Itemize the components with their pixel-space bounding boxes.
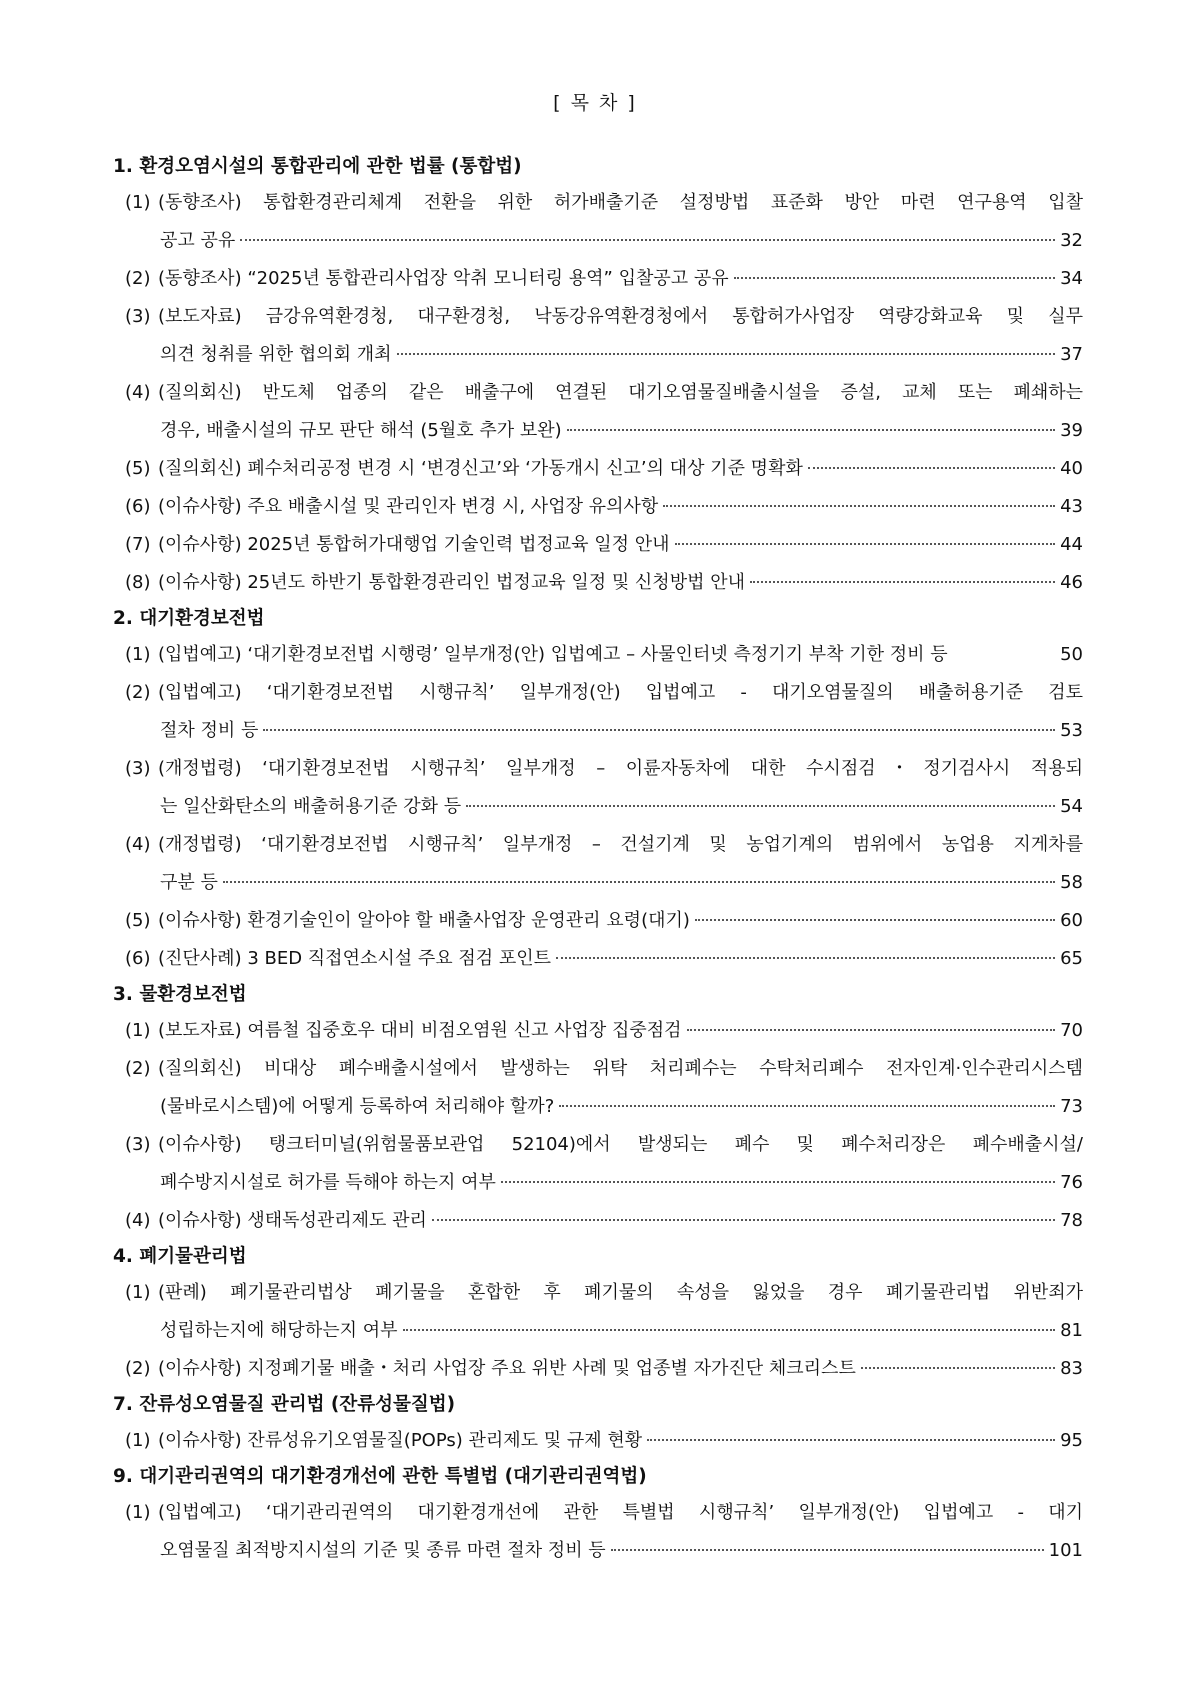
toc-entry[interactable] [113, 184, 1083, 260]
toc-entry[interactable] [113, 826, 1083, 902]
section-heading: 2. 대기환경보전법 [113, 608, 265, 629]
entry-content [158, 450, 1083, 488]
entry-title-text: (보도자료) 여름철 집중호우 대비 비점오염원 신고 사업장 집중점검 [158, 1020, 682, 1041]
entry-title-text: 는 일산화탄소의 배출허용기준 강화 등 [160, 796, 462, 817]
entry-leader-line [158, 902, 1083, 940]
entry-content [158, 1422, 1083, 1460]
entry-leader-line [158, 526, 1083, 564]
entry-content [158, 826, 1083, 902]
entry-title-text: (이슈사항) 25년도 하반기 통합환경관리인 법정교육 일정 및 신청방법 안내 [158, 572, 745, 593]
dot-leader [432, 1219, 1055, 1221]
dot-leader [687, 1029, 1056, 1031]
toc-entry[interactable] [113, 902, 1083, 940]
dot-leader [750, 581, 1055, 583]
entry-leader-line [158, 222, 1083, 260]
dot-leader [567, 429, 1055, 431]
entry-leader-line [158, 1422, 1083, 1460]
page-number: 70 [1060, 1020, 1083, 1041]
page-number: 60 [1060, 910, 1083, 931]
entry-leader-line [158, 788, 1083, 826]
entry-number: (3) [125, 1134, 151, 1155]
entry-content [158, 636, 1083, 674]
entry-number: (8) [125, 572, 151, 593]
entry-title-text: 성립하는지에 해당하는지 여부 [160, 1320, 398, 1341]
entry-leader-line [158, 636, 1083, 674]
toc-section [113, 978, 1083, 1240]
entry-content [158, 1012, 1083, 1050]
entry-number: (1) [125, 1020, 151, 1041]
toc-entry[interactable] [113, 526, 1083, 564]
entry-title-line: (보도자료) 금강유역환경청, 대구환경청, 낙동강유역환경청에서 통합허가사업장 역량강화교육 및 실무 [158, 306, 1083, 327]
dot-leader [501, 1181, 1055, 1183]
page-number: 39 [1060, 420, 1083, 441]
entry-title-text: (진단사례) 3 BED 직접연소시설 주요 점검 포인트 [158, 948, 552, 969]
entry-leader-line [158, 940, 1083, 978]
section-heading: 9. 대기관리권역의 대기환경개선에 관한 특별법 (대기관리권역법) [113, 1466, 647, 1487]
entry-content [158, 1274, 1083, 1350]
toc-section [113, 150, 1083, 602]
entry-content [158, 940, 1083, 978]
entry-number: (5) [125, 910, 151, 931]
entry-title-text: 오염물질 최적방지시설의 기준 및 종류 마련 절차 정비 등 [160, 1540, 606, 1561]
entry-content [158, 1050, 1083, 1126]
section-heading: 7. 잔류성오염물질 관리법 (잔류성물질법) [113, 1394, 456, 1415]
entry-content [158, 184, 1083, 260]
entry-title-line: (개정법령) ‘대기환경보전법 시행규칙’ 일부개정 – 이륜자동차에 대한 수시점검・정기검사시 적용되 [158, 758, 1083, 779]
entry-title-text: 폐수방지시설로 허가를 득해야 하는지 여부 [160, 1172, 496, 1193]
entry-leader-line [158, 336, 1083, 374]
entry-leader-line [158, 488, 1083, 526]
dot-leader [397, 353, 1056, 355]
entry-title-text: 절차 정비 등 [160, 720, 259, 741]
entry-number: (1) [125, 1502, 151, 1523]
entry-content [158, 260, 1083, 298]
dot-leader [240, 239, 1055, 241]
entry-title-line: (입법예고) ‘대기관리권역의 대기환경개선에 관한 특별법 시행규칙’ 일부개정(안) 입법예고 - 대기 [158, 1502, 1083, 1523]
entry-leader-line [158, 1164, 1083, 1202]
entry-title-line: (질의회신) 반도체 업종의 같은 배출구에 연결된 대기오염물질배출시설을 증설, 교체 또는 폐쇄하는 [158, 382, 1083, 403]
entry-content [158, 374, 1083, 450]
entry-number: (4) [125, 1210, 151, 1231]
entry-leader-line [158, 1312, 1083, 1350]
entry-leader-line [158, 260, 1083, 298]
entry-number: (4) [125, 382, 151, 403]
page-number: 101 [1048, 1540, 1083, 1561]
page-number: 65 [1060, 948, 1083, 969]
entry-number: (2) [125, 268, 151, 289]
entry-leader-line [158, 450, 1083, 488]
section-heading: 3. 물환경보전법 [113, 984, 247, 1005]
page-number: 73 [1060, 1096, 1083, 1117]
entry-content [158, 674, 1083, 750]
entry-number: (6) [125, 948, 151, 969]
toc-entry[interactable] [113, 1202, 1083, 1240]
toc-section [113, 602, 1083, 978]
page-number: 32 [1060, 230, 1083, 251]
page-number: 78 [1060, 1210, 1083, 1231]
entry-title-text: (입법예고) ‘대기환경보전법 시행령’ 일부개정(안) 입법예고 – 사물인터넷 측정기기 부착 기한 정비 등 [158, 644, 948, 665]
toc-entry[interactable] [113, 1274, 1083, 1350]
entry-title-line: (질의회신) 비대상 폐수배출시설에서 발생하는 위탁 처리폐수는 수탁처리폐수 전자인계·인수관리시스템 [158, 1058, 1083, 1079]
toc-section [113, 1460, 1083, 1570]
entry-leader-line [158, 412, 1083, 450]
entry-content [158, 564, 1083, 602]
entry-leader-line [158, 1088, 1083, 1126]
toc-section [113, 1240, 1083, 1388]
entry-content [158, 1126, 1083, 1202]
section-heading: 1. 환경오염시설의 통합관리에 관한 법률 (통합법) [113, 156, 522, 177]
toc-entry[interactable] [113, 488, 1083, 526]
toc-entry[interactable] [113, 674, 1083, 750]
page-number: 44 [1060, 534, 1083, 555]
toc-entry[interactable] [113, 564, 1083, 602]
page-number: 40 [1060, 458, 1083, 479]
entry-number: (6) [125, 496, 151, 517]
page-number: 43 [1060, 496, 1083, 517]
entry-leader-line [158, 1012, 1083, 1050]
entry-number: (7) [125, 534, 151, 555]
dot-leader [466, 805, 1055, 807]
toc-entry[interactable] [113, 1494, 1083, 1570]
entry-title-text: (질의회신) 폐수처리공정 변경 시 ‘변경신고’와 ‘가동개시 신고’의 대상 기준 명확화 [158, 458, 803, 479]
entry-content [158, 298, 1083, 374]
entry-content [158, 1350, 1083, 1388]
entry-leader-line [158, 1202, 1083, 1240]
entry-title-text: (이슈사항) 잔류성유기오염물질(POPs) 관리제도 및 규제 현황 [158, 1430, 643, 1451]
entry-number: (1) [125, 644, 151, 665]
page-number: 81 [1060, 1320, 1083, 1341]
page-number: 83 [1060, 1358, 1083, 1379]
entry-leader-line [158, 1350, 1083, 1388]
entry-number: (1) [125, 1430, 151, 1451]
entry-title-line: (동향조사) 통합환경관리체계 전환을 위한 허가배출기준 설정방법 표준화 방안 마련 연구용역 입찰 [158, 192, 1083, 213]
toc-entry[interactable] [113, 940, 1083, 978]
entry-number: (1) [125, 192, 151, 213]
page-number: 95 [1060, 1430, 1083, 1451]
entry-number: (2) [125, 1358, 151, 1379]
dot-leader [675, 543, 1056, 545]
dot-leader [559, 1105, 1055, 1107]
entry-number: (3) [125, 306, 151, 327]
entry-content [158, 1202, 1083, 1240]
dot-leader [611, 1549, 1044, 1551]
toc-section [113, 1388, 1083, 1460]
page-number: 50 [1060, 644, 1083, 665]
dot-leader [403, 1329, 1056, 1331]
toc-entry[interactable] [113, 1422, 1083, 1460]
entry-leader-line [158, 712, 1083, 750]
entry-number: (5) [125, 458, 151, 479]
entry-number: (4) [125, 834, 151, 855]
page-number: 53 [1060, 720, 1083, 741]
dot-leader [556, 957, 1055, 959]
toc-entry[interactable] [113, 636, 1083, 674]
dot-leader [223, 881, 1055, 883]
entry-leader-line [158, 564, 1083, 602]
entry-content [158, 526, 1083, 564]
page-number: 37 [1060, 344, 1083, 365]
dot-leader [861, 1367, 1055, 1369]
page-number: 34 [1060, 268, 1083, 289]
entry-title-line: (입법예고) ‘대기환경보전법 시행규칙’ 일부개정(안) 입법예고 - 대기오염물질의 배출허용기준 검토 [158, 682, 1083, 703]
toc-entry[interactable] [113, 750, 1083, 826]
entry-number: (2) [125, 1058, 151, 1079]
entry-content [158, 1494, 1083, 1570]
toc-entry[interactable] [113, 374, 1083, 450]
page-number: 58 [1060, 872, 1083, 893]
entry-leader-line [158, 864, 1083, 902]
toc-entry[interactable] [113, 1050, 1083, 1126]
dot-leader [647, 1439, 1055, 1441]
dot-leader [663, 505, 1055, 507]
entry-number: (3) [125, 758, 151, 779]
toc-entry[interactable] [113, 1012, 1083, 1050]
entry-title-text: (동향조사) “2025년 통합관리사업장 악취 모니터링 용역” 입찰공고 공유 [158, 268, 729, 289]
entry-title-line: (개정법령) ‘대기환경보전법 시행규칙’ 일부개정 – 건설기계 및 농업기계의 범위에서 농업용 지게차를 [158, 834, 1083, 855]
dot-leader [695, 919, 1055, 921]
dot-leader [263, 729, 1055, 731]
entry-title-line: (판례) 폐기물관리법상 폐기물을 혼합한 후 폐기물의 속성을 잃었을 경우 폐기물관리법 위반죄가 [158, 1282, 1083, 1303]
entry-title-text: (이슈사항) 환경기술인이 알아야 할 배출사업장 운영관리 요령(대기) [158, 910, 690, 931]
entry-title-text: (이슈사항) 2025년 통합허가대행업 기술인력 법정교육 일정 안내 [158, 534, 670, 555]
toc-entry[interactable] [113, 1350, 1083, 1388]
page-number: 76 [1060, 1172, 1083, 1193]
toc-title: [ 목 차 ] [553, 92, 637, 114]
entry-leader-line [158, 1532, 1083, 1570]
dot-leader [808, 467, 1055, 469]
dot-leader [734, 277, 1055, 279]
toc-body [113, 150, 1083, 1570]
entry-title-text: 경우, 배출시설의 규모 판단 해석 (5월호 추가 보완) [160, 420, 562, 441]
toc-entry[interactable] [113, 450, 1083, 488]
entry-content [158, 902, 1083, 940]
entry-title-text: (이슈사항) 지정폐기물 배출・처리 사업장 주요 위반 사례 및 업종별 자가진단 체크리스트 [158, 1358, 856, 1379]
entry-title-text: 의견 청취를 위한 협의회 개최 [160, 344, 392, 365]
entry-number: (1) [125, 1282, 151, 1303]
toc-entry[interactable] [113, 298, 1083, 374]
entry-title-line: (이슈사항) 탱크터미널(위험물품보관업 52104)에서 발생되는 폐수 및 폐수처리장은 폐수배출시설/ [158, 1134, 1083, 1155]
entry-content [158, 750, 1083, 826]
entry-title-text: (이슈사항) 생태독성관리제도 관리 [158, 1210, 427, 1231]
entry-content [158, 488, 1083, 526]
toc-entry[interactable] [113, 260, 1083, 298]
toc-entry[interactable] [113, 1126, 1083, 1202]
section-heading: 4. 폐기물관리법 [113, 1246, 247, 1267]
page-number: 46 [1060, 572, 1083, 593]
entry-title-text: (이슈사항) 주요 배출시설 및 관리인자 변경 시, 사업장 유의사항 [158, 496, 659, 517]
page-number: 54 [1060, 796, 1083, 817]
entry-title-text: 공고 공유 [160, 230, 236, 251]
entry-title-text: 구분 등 [160, 872, 218, 893]
entry-number: (2) [125, 682, 151, 703]
entry-title-text: (물바로시스템)에 어떻게 등록하여 처리해야 할까? [160, 1096, 555, 1117]
